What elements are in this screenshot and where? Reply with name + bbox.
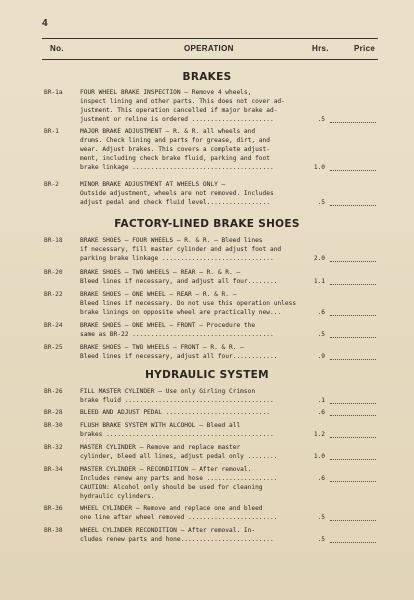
operation-hours: .6 <box>317 309 325 316</box>
operation-hours: .6 <box>317 475 325 482</box>
operation-code: BR-20 <box>44 269 63 276</box>
operation-code: BR-18 <box>44 237 63 244</box>
operation-code: BR-34 <box>44 466 63 473</box>
description-line: Bleed lines if necessary, and adjust all four........ <box>80 278 278 285</box>
price-blank <box>330 122 376 123</box>
price-blank <box>330 261 376 262</box>
operation-code: BR-36 <box>44 505 63 512</box>
description-line: one line after wheel removed ........................ <box>80 514 278 521</box>
section-title-hydraulic-system: HYDRAULIC SYSTEM <box>145 369 269 381</box>
description-line: wear. Adjust brakes. This covers a complete adjust- <box>80 146 270 153</box>
operation-hours: .5 <box>317 536 325 543</box>
description-line: ment, including check brake fluid, parking and foot <box>80 155 270 162</box>
operation-description <box>80 408 308 417</box>
operation-hours: 2.0 <box>313 255 325 262</box>
header-hrs: Hrs. <box>312 44 329 53</box>
description-line: Outside adjustment, wheels are not removed. Includes <box>80 190 274 197</box>
description-line: FOUR WHEEL BRAKE INSPECTION — Remove 4 wheels, <box>80 89 252 96</box>
operation-hours: 1.0 <box>313 164 325 171</box>
operation-code: BR-1 <box>44 128 59 135</box>
operation-description <box>80 268 308 286</box>
operation-description <box>80 321 308 339</box>
price-blank <box>330 337 376 338</box>
price-blank <box>330 415 376 416</box>
operation-hours: 1.1 <box>313 278 325 285</box>
description-line: justment or reline is ordered ...................... <box>80 116 274 123</box>
price-blank <box>330 459 376 460</box>
description-line: justment. This operation cancelled if major brake ad- <box>80 107 278 114</box>
operation-code: BR-28 <box>44 409 63 416</box>
description-line: parking brake linkage .............................. <box>80 255 274 262</box>
description-line: WHEEL CYLINDER — Remove and replace one and bleed <box>80 505 263 512</box>
price-blank <box>330 205 376 206</box>
operation-description <box>80 290 308 317</box>
description-line: FILL MASTER CYLINDER — Use only Girling Crimson <box>80 388 256 395</box>
description-line: BRAKE SHOES — TWO WHEELS — REAR — R. & R. — <box>80 269 241 276</box>
description-line: brake linkage ...................................... <box>80 164 274 171</box>
operation-code: BR-38 <box>44 527 63 534</box>
description-line: BLEED AND ADJUST PEDAL ............................ <box>80 409 270 416</box>
price-blank <box>330 520 376 521</box>
description-line: BRAKE SHOES — ONE WHEEL — REAR — R. & R. — <box>80 291 237 298</box>
operation-description <box>80 443 308 461</box>
description-line: brake fluid ........................................ <box>80 397 274 404</box>
operation-hours: .5 <box>317 514 325 521</box>
operation-hours: .9 <box>317 353 325 360</box>
operation-hours: .5 <box>317 199 325 206</box>
description-line: BRAKE SHOES — TWO WHEELS — FRONT — R. & R. — <box>80 344 244 351</box>
description-line: same as BR-22 ...................................... <box>80 331 274 338</box>
operation-hours: .5 <box>317 116 325 123</box>
description-line: MINOR BRAKE ADJUSTMENT AT WHEELS ONLY — <box>80 181 226 188</box>
operation-code: BR-32 <box>44 444 63 451</box>
operation-description <box>80 421 308 439</box>
description-line: MAJOR BRAKE ADJUSTMENT — R. & R. all wheels and <box>80 128 256 135</box>
description-line: cylinder, bleed all lines, adjust pedal only ........ <box>80 453 278 460</box>
operation-description <box>80 465 308 501</box>
header-operation: OPERATION <box>184 44 234 53</box>
price-blank <box>330 481 376 482</box>
description-line: BRAKE SHOES — ONE WHEEL — FRONT — Procedure the <box>80 322 256 329</box>
description-line: Bleed lines if necessary. Do not use this operation unless <box>80 300 297 307</box>
price-blank <box>330 315 376 316</box>
operation-description <box>80 88 308 124</box>
header-price: Price <box>354 44 376 53</box>
operation-code: BR-22 <box>44 291 63 298</box>
operation-hours: .1 <box>317 397 325 404</box>
price-blank <box>330 437 376 438</box>
operation-description <box>80 180 308 207</box>
description-line: MASTER CYLINDER — Remove and replace master <box>80 444 241 451</box>
operation-hours: .5 <box>317 331 325 338</box>
operation-code: BR-26 <box>44 388 63 395</box>
price-blank <box>330 170 376 171</box>
operation-hours: 1.2 <box>313 431 325 438</box>
operation-code: BR-2 <box>44 181 59 188</box>
description-line: if necessary, fill master cylinder and adjust foot and <box>80 246 282 253</box>
price-blank <box>330 284 376 285</box>
table-header <box>42 38 378 60</box>
section-title-brake-shoes: FACTORY-LINED BRAKE SHOES <box>114 218 300 230</box>
price-blank <box>330 403 376 404</box>
operation-code: BR-30 <box>44 422 63 429</box>
section-title-brakes: BRAKES <box>182 71 232 83</box>
description-line: drums. Check lining and parts for grease, dirt, and <box>80 137 270 144</box>
description-line: Bleed lines if necessary, adjust all four............ <box>80 353 278 360</box>
operation-hours: 1.0 <box>313 453 325 460</box>
operation-description <box>80 236 308 263</box>
operation-description <box>80 526 308 544</box>
description-line: inspect lining and other parts. This does not cover ad- <box>80 98 285 105</box>
operation-code: BR-1a <box>44 89 63 96</box>
description-line: Includes renew any parts and hose ................... <box>80 475 278 482</box>
operation-code: BR-25 <box>44 344 63 351</box>
operation-description <box>80 504 308 522</box>
operation-code: BR-24 <box>44 322 63 329</box>
description-line: hydraulic cylinders. <box>80 493 155 500</box>
description-line: FLUSH BRAKE SYSTEM WITH ALCOHOL — Bleed all <box>80 422 241 429</box>
operation-description <box>80 387 308 405</box>
page-number: 4 <box>42 18 48 29</box>
price-blank <box>330 359 376 360</box>
price-blank <box>330 542 376 543</box>
header-no: No. <box>50 44 64 53</box>
operation-description <box>80 343 308 361</box>
description-line: brake linings on opposite wheel are practically new... <box>80 309 282 316</box>
operation-hours: .6 <box>317 409 325 416</box>
description-line: BRAKE SHOES — FOUR WHEELS — R. & R. — Bleed lines <box>80 237 263 244</box>
description-line: cludes renew parts and hone......................... <box>80 536 274 543</box>
description-line: adjust pedal and check fluid level................. <box>80 199 270 206</box>
description-line: CAUTION: Alcohol only should be used for cleaning <box>80 484 263 491</box>
operation-description <box>80 127 308 172</box>
description-line: MASTER CYLINDER — RECONDITION — After removal. <box>80 466 252 473</box>
description-line: WHEEL CYLINDER RECONDITION — After removal. In- <box>80 527 256 534</box>
description-line: brakes ............................................. <box>80 431 274 438</box>
